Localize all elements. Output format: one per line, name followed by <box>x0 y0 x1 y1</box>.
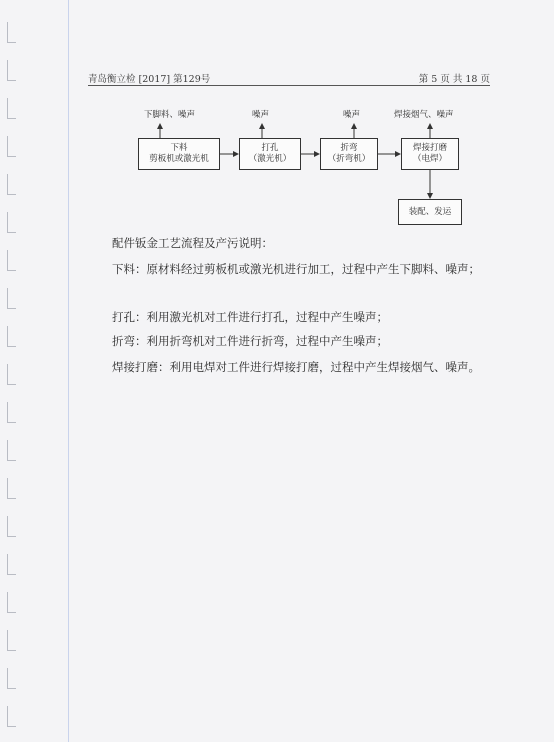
binder-mark <box>7 630 16 651</box>
binder-mark <box>7 668 16 689</box>
binder-mark <box>7 440 16 461</box>
binder-mark <box>7 706 16 727</box>
process-step-assembly <box>398 199 462 225</box>
binder-mark <box>7 554 16 575</box>
emission-label: 噪声 <box>343 110 361 120</box>
page-header <box>88 69 490 86</box>
process-step-punching <box>239 138 301 170</box>
paragraph-welding: 焊接打磨：利用电焊对工件进行焊接打磨，过程中产生焊接烟气、噪声。 <box>112 360 480 374</box>
binder-mark <box>7 364 16 385</box>
binder-mark <box>7 212 16 233</box>
section-heading: 配件钣金工艺流程及产污说明： <box>112 236 273 250</box>
binder-mark <box>7 250 16 271</box>
emission-label: 噪声 <box>252 110 270 120</box>
step-name: 折弯 <box>340 143 358 153</box>
step-equipment: （电焊） <box>412 154 447 164</box>
binder-mark <box>7 592 16 613</box>
page-indicator: 第 5 页 共 18 页 <box>418 74 490 85</box>
binder-mark <box>7 174 16 195</box>
binder-mark <box>7 516 16 537</box>
step-name: 下料 <box>170 143 188 153</box>
process-step-bending <box>320 138 378 170</box>
binder-mark <box>7 60 16 81</box>
document-number: 青岛衡立检 [2017] 第129号 <box>88 74 211 85</box>
step-name: 装配、发运 <box>408 206 452 217</box>
emission-label: 焊接烟气、噪声 <box>394 110 454 120</box>
paragraph-punching: 打孔：利用激光机对工件进行打孔，过程中产生噪声； <box>112 310 388 324</box>
emission-label: 下脚料、噪声 <box>144 110 196 120</box>
binder-mark <box>7 478 16 499</box>
binder-mark <box>7 326 16 347</box>
binder-mark <box>7 402 16 423</box>
process-step-welding <box>401 138 459 170</box>
process-step-cutting <box>138 138 220 170</box>
paragraph-cutting: 下料：原材料经过剪板机或激光机进行加工，过程中产生下脚料、噪声； <box>112 262 480 276</box>
step-equipment: （折弯机） <box>327 154 371 164</box>
binder-margin <box>0 0 22 742</box>
step-name: 焊接打磨 <box>412 143 447 153</box>
step-name: 打孔 <box>261 143 279 153</box>
binder-mark <box>7 136 16 157</box>
binder-mark <box>7 98 16 119</box>
paragraph-bending: 折弯：利用折弯机对工件进行折弯，过程中产生噪声； <box>112 334 388 348</box>
binder-mark <box>7 288 16 309</box>
step-equipment: （激光机） <box>248 154 292 164</box>
margin-rule <box>68 0 69 742</box>
binder-mark <box>7 22 16 43</box>
step-equipment: 剪板机或激光机 <box>149 154 209 164</box>
